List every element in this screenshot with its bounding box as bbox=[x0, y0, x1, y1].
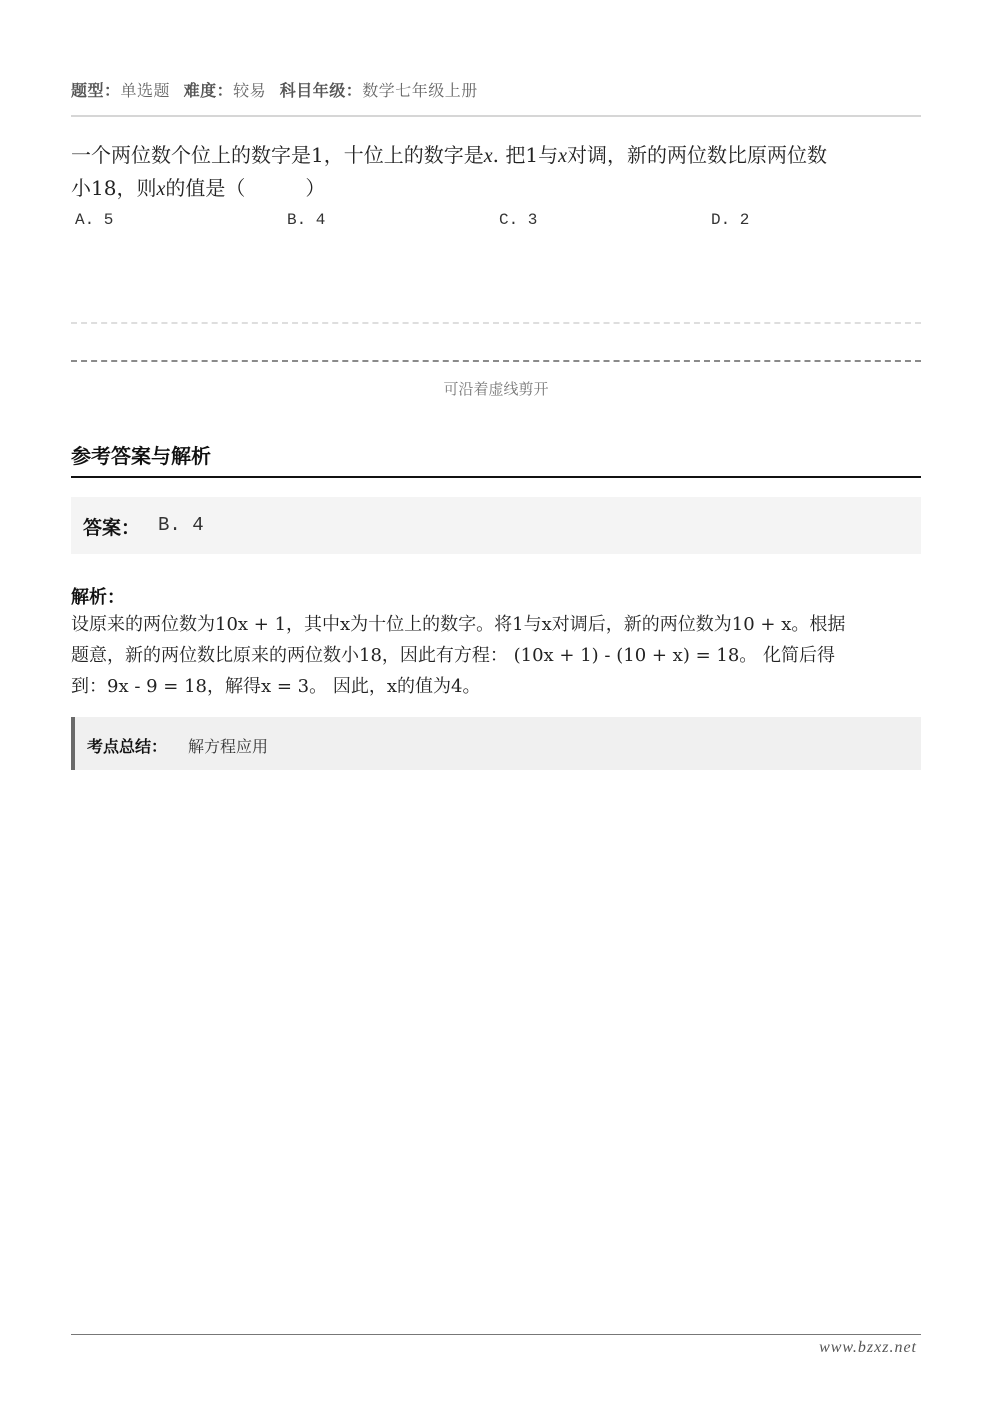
option-c[interactable]: C. 3 bbox=[499, 211, 538, 229]
analysis-line: 到：9x - 9 = 18，解得x = 3。 因此，x的值为4。 bbox=[71, 676, 481, 697]
cut-line bbox=[71, 360, 921, 362]
question-stem bbox=[71, 139, 921, 205]
answer-space-dashed-line bbox=[71, 322, 921, 324]
difficulty-label: 难度： bbox=[183, 81, 234, 100]
question-meta bbox=[71, 78, 486, 101]
answer-box bbox=[71, 497, 921, 554]
question-text-2a: 小18，则 bbox=[71, 176, 157, 200]
section-rule bbox=[71, 476, 921, 478]
question-text-1a: 一个两位数个位上的数字是1，十位上的数字是 bbox=[71, 143, 484, 167]
type-value: 单选题 bbox=[120, 81, 171, 100]
question-text-1c: 对调，新的两位数比原两位数 bbox=[566, 143, 827, 167]
answer-label: 答案： bbox=[83, 517, 141, 539]
analysis-line: 题意，新的两位数比原来的两位数小18，因此有方程： (10x + 1) - (10 + x) = 18。 化简后得 bbox=[71, 645, 836, 666]
question-text-2b: 的值是（ ） bbox=[165, 176, 326, 200]
footer-site-url: www.bzxz.net bbox=[819, 1339, 917, 1356]
subject-label: 科目年级： bbox=[279, 81, 363, 100]
summary-value: 解方程应用 bbox=[188, 737, 269, 756]
question-text-1b: . 把1与 bbox=[492, 143, 559, 167]
option-d[interactable]: D. 2 bbox=[711, 211, 750, 229]
answer-section-title: 参考答案与解析 bbox=[71, 444, 211, 468]
variable-x: x bbox=[483, 145, 493, 167]
variable-x: x bbox=[558, 145, 567, 167]
cut-hint: 可沿着虚线剪开 bbox=[443, 380, 549, 398]
meta-divider bbox=[71, 115, 921, 117]
analysis-label: 解析： bbox=[71, 587, 125, 608]
analysis-line: 设原来的两位数为10x + 1，其中x为十位上的数字。将1与x对调后，新的两位数为10 + x。根据 bbox=[71, 614, 846, 635]
answer-options bbox=[71, 211, 921, 233]
variable-x: x bbox=[156, 178, 166, 200]
type-label: 题型： bbox=[71, 81, 121, 100]
key-point-summary bbox=[71, 717, 921, 770]
analysis-text bbox=[71, 609, 921, 702]
option-a[interactable]: A. 5 bbox=[75, 211, 114, 229]
subject-value: 数学七年级上册 bbox=[362, 81, 478, 100]
footer-rule bbox=[71, 1334, 921, 1335]
option-b[interactable]: B. 4 bbox=[287, 211, 326, 229]
summary-label: 考点总结： bbox=[87, 737, 168, 756]
difficulty-value: 较易 bbox=[233, 81, 267, 100]
answer-value: B. 4 bbox=[158, 514, 204, 536]
